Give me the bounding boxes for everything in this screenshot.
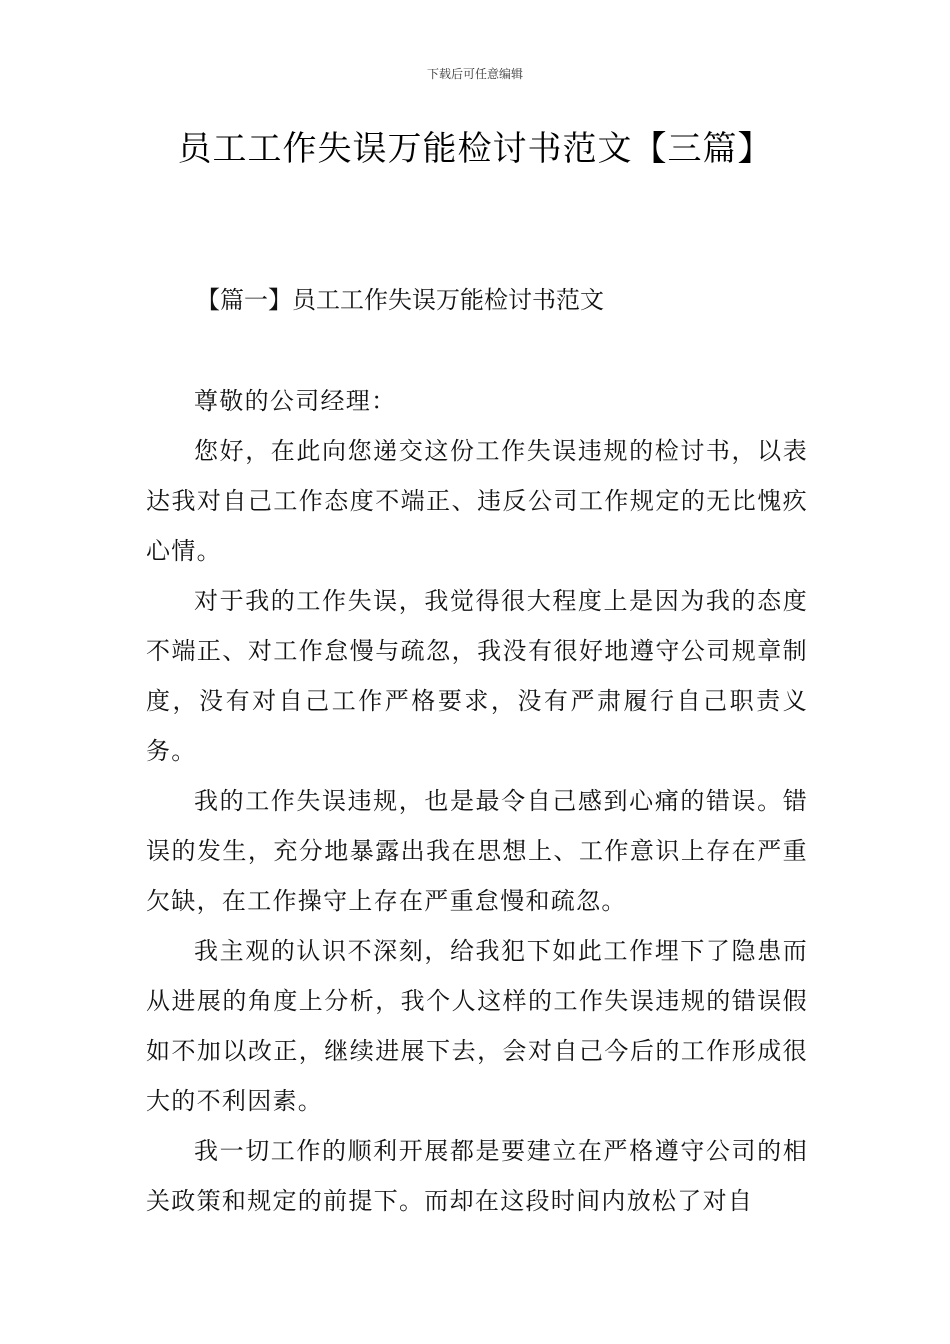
document-body (146, 376, 808, 1226)
document-title: 员工工作失误万能检讨书范文【三篇】 (177, 129, 773, 169)
paragraph: 我主观的认识不深刻，给我犯下如此工作埋下了隐患而从进展的角度上分析，我个人这样的工作失误违规的错误假如不加以改正，继续进展下去，会对自己今后的工作形成很大的不利因素。 (146, 937, 808, 1115)
header-note: 下载后可任意编辑 (426, 67, 523, 81)
paragraph: 对于我的工作失误，我觉得很大程度上是因为我的态度不端正、对工作怠慢与疏忽，我没有很好地遵守公司规章制度，没有对自己工作严格要求，没有严肃履行自己职责义务。 (146, 587, 808, 765)
paragraph: 我的工作失误违规，也是最令自己感到心痛的错误。错误的发生，充分地暴露出我在思想上、工作意识上存在严重欠缺，在工作操守上存在严重怠慢和疏忽。 (146, 787, 808, 915)
paragraph: 我一切工作的顺利开展都是要建立在严格遵守公司的相关政策和规定的前提下。而却在这段时间内放松了对自 (146, 1137, 808, 1215)
paragraph: 您好，在此向您递交这份工作失误违规的检讨书，以表达我对自己工作态度不端正、违反公司工作规定的无比愧疚心情。 (146, 437, 808, 565)
section-heading: 【篇一】员工工作失误万能检讨书范文 (196, 286, 604, 314)
salutation: 尊敬的公司经理： (194, 387, 397, 415)
